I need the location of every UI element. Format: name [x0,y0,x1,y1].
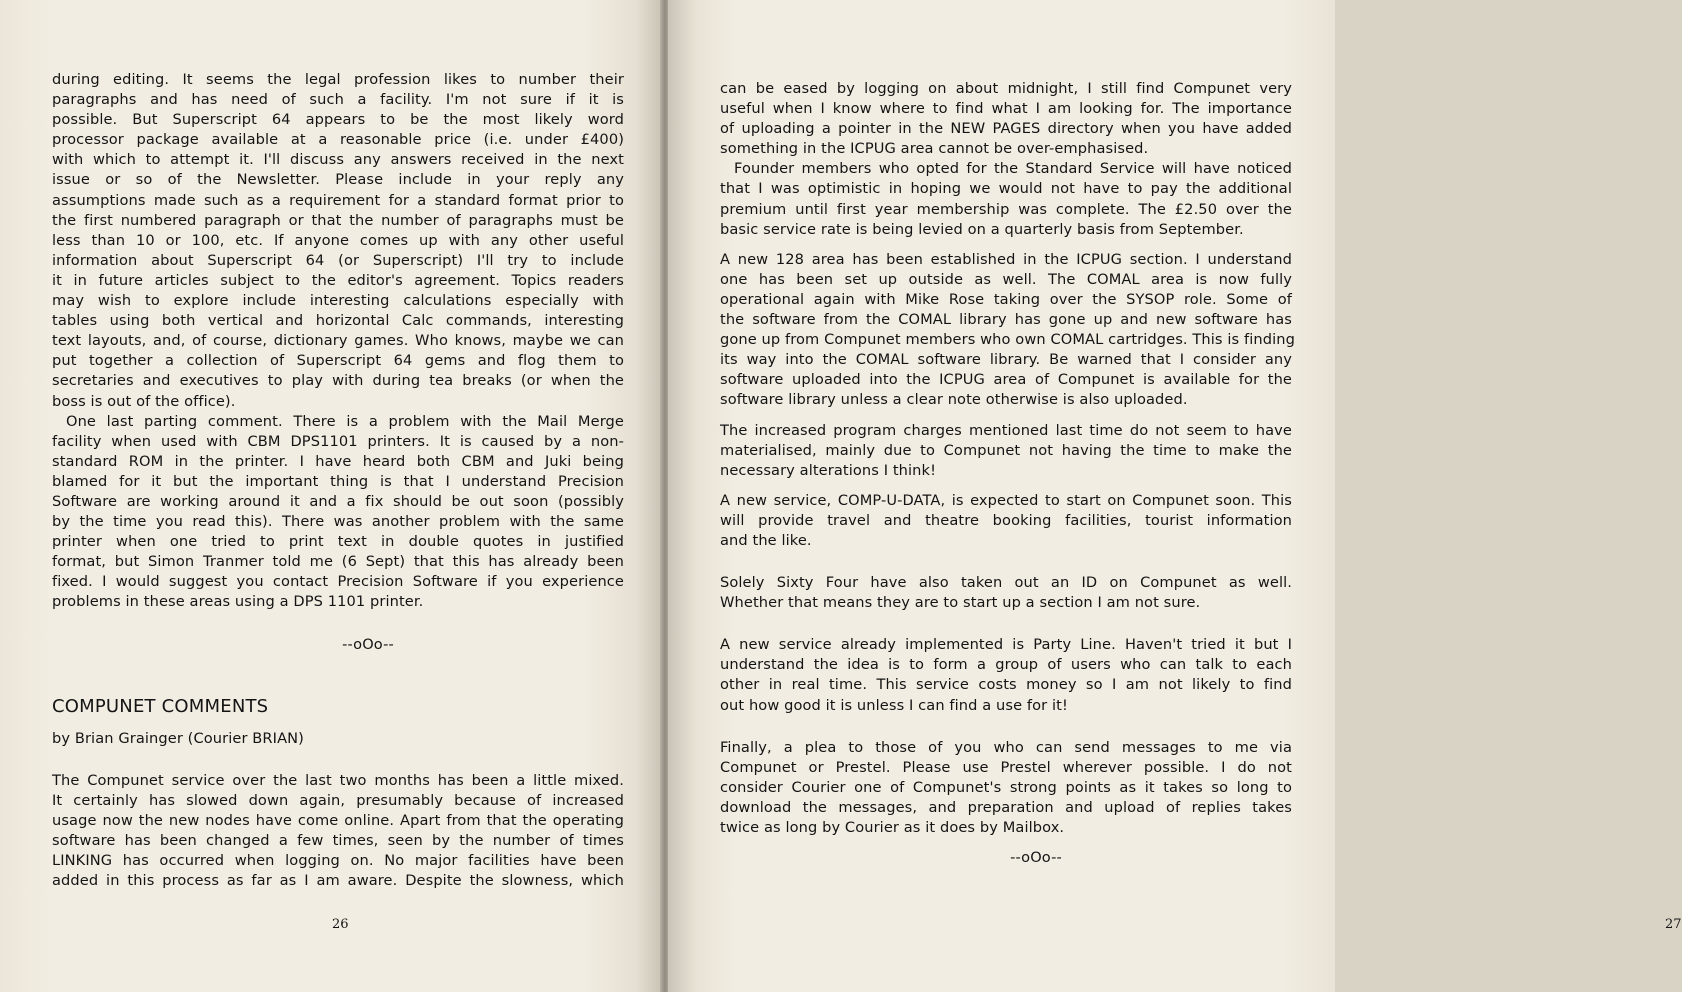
text-line: fixed. I would suggest you contact Precision Software if you experience [52,573,624,591]
left-paragraph-3 [52,771,624,892]
text-line: may wish to explore include interesting calculations especially with [52,292,624,310]
section-divider: --oOo-- [342,635,394,653]
text-line: software has been changed a few times, seen by the number of times [52,831,624,849]
text-line: with which to attempt it. I'll discuss any answers received in the next [52,151,624,169]
text-line: useful when I know where to find what I am looking for. The importance [720,100,1292,118]
text-line: tables using both vertical and horizontal Calc commands, interesting [52,312,624,330]
text-line: possible. But Superscript 64 appears to be the most likely word [52,111,624,129]
text-line: information about Superscript 64 (or Superscript) I'll try to include [52,251,624,269]
text-line: Solely Sixty Four have also taken out an ID on Compunet as well. [720,574,1292,592]
text-line: and the like. [720,531,812,549]
text-line: Compunet or Prestel. Please use Prestel wherever possible. I do not [720,758,1292,776]
text-line: premium until first year membership was complete. The £2.50 over the [720,200,1292,218]
text-line: software library unless a clear note otherwise is also uploaded. [720,391,1188,409]
text-line: materialised, mainly due to Compunet not having the time to make the [720,441,1292,459]
text-line: it in future articles subject to the editor's agreement. Topics readers [52,271,624,289]
text-line: added in this process as far as I am aware. Despite the slowness, which [52,872,624,889]
text-line: problems in these areas using a DPS 1101 printer. [52,593,424,611]
right-paragraph-3 [720,250,1295,411]
text-line: A new service already implemented is Party Line. Haven't tried it but I [720,636,1292,654]
text-line: The increased program charges mentioned last time do not seem to have [720,421,1292,439]
left-text-column [52,70,624,891]
text-line: put together a collection of Superscript 64 gems and flog them to [52,352,624,370]
right-paragraph-8 [720,738,1292,838]
right-text-column [720,79,1295,868]
text-line: assumptions made such as a requirement for a standard format prior to [52,191,624,209]
text-line: one has been set up outside as well. The COMAL area is now fully [720,270,1292,288]
section-title: COMPUNET COMMENTS [52,695,269,717]
text-line: blamed for it but the important thing is that I understand Precision [52,472,624,490]
text-line: standard ROM in the printer. I have heard both CBM and Juki being [52,452,624,470]
left-paragraph-1 [52,70,624,412]
text-line: twice as long by Courier as it does by Mailbox. [720,819,1065,836]
text-line: LINKING has occurred when logging on. No major facilities have been [52,851,624,869]
text-line: operational again with Mike Rose taking over the SYSOP role. Some of [720,290,1292,308]
right-paragraph-6 [720,573,1292,613]
text-line: basic service rate is being levied on a quarterly basis from September. [720,220,1244,238]
text-line: out how good it is unless I can find a use for it! [720,696,1068,714]
text-line: can be eased by logging on about midnight, I still find Compunet very [720,80,1292,97]
page-number-left: 26 [332,917,349,932]
text-line: secretaries and executives to play with during tea breaks (or when the [52,372,624,390]
text-line: understand the idea is to form a group of users who can talk to each [720,656,1292,674]
text-line: processor package available at a reasonable price (i.e. under £400) [52,131,624,149]
text-line: the software from the COMAL library has gone up and new software has [720,311,1292,329]
text-line: It certainly has slowed down again, presumably because of increased [52,791,624,809]
text-line: boss is out of the office). [52,392,236,410]
text-line: Whether that means they are to start up a section I am not sure. [720,594,1201,612]
text-line: gone up from Compunet members who own COMAL cartridges. This is finding [720,331,1295,349]
text-line: Finally, a plea to those of you who can send messages to me via [720,738,1292,756]
text-line: during editing. It seems the legal profession likes to number their [52,71,624,88]
text-line: paragraphs and has need of such a facility. I'm not sure if it is [52,91,624,109]
right-paragraph-4 [720,421,1292,481]
text-line: issue or so of the Newsletter. Please include in your reply any [52,171,624,189]
text-line: other in real time. This service costs money so I am not likely to find [720,676,1292,694]
left-paragraph-2 [52,412,624,613]
text-line: facility when used with CBM DPS1101 printers. It is caused by a non- [52,432,624,450]
text-line: will provide travel and theatre booking facilities, tourist information [720,511,1292,529]
right-section-divider: --oOo-- [1010,849,1062,867]
text-line: The Compunet service over the last two months has been a little mixed. [52,771,624,789]
text-line: A new 128 area has been established in the ICPUG section. I understand [720,250,1292,268]
text-line: something in the ICPUG area cannot be over-emphasised. [720,140,1149,158]
text-line: Software are working around it and a fix should be out soon (possibly [52,492,624,510]
text-line: by the time you read this). There was another problem with the same [52,513,624,531]
text-line: printer when one tried to print text in double quotes in justified [52,533,624,551]
byline: by Brian Grainger (Courier BRIAN) [52,729,304,747]
text-line: Founder members who opted for the Standard Service will have noticed [734,160,1292,178]
text-line: software uploaded into the ICPUG area of Compunet is available for the [720,371,1292,389]
text-line: that I was optimistic in hoping we would not have to pay the additional [720,180,1292,198]
text-line: necessary alterations I think! [720,461,937,479]
text-line: usage now the new nodes have come online. Apart from that the operating [52,811,624,829]
text-line: A new service, COMP-U-DATA, is expected to start on Compunet soon. This [720,491,1292,509]
right-paragraph-7 [720,635,1292,715]
text-line: consider Courier one of Compunet's strong points as it takes so long to [720,778,1292,796]
text-line: its way into the COMAL software library. Be warned that I consider any [720,351,1292,369]
text-line: download the messages, and preparation and upload of replies takes [720,798,1292,816]
right-paragraph-5 [720,491,1292,551]
text-line: One last parting comment. There is a problem with the Mail Merge [66,412,624,430]
page-number-right: 27 [1665,917,1682,932]
text-line: less than 10 or 100, etc. If anyone comes up with any other useful [52,231,624,249]
left-page [0,0,662,992]
text-line: format, but Simon Tranmer told me (6 Sept) that this has already been [52,553,624,571]
right-paragraph-2 [720,159,1292,239]
text-line: of uploading a pointer in the NEW PAGES directory when you have added [720,120,1292,138]
text-line: text layouts, and, of course, dictionary games. Who knows, maybe we can [52,332,624,350]
text-line: the first numbered paragraph or that the number of paragraphs must be [52,211,624,229]
right-paragraph-1 [720,79,1292,159]
